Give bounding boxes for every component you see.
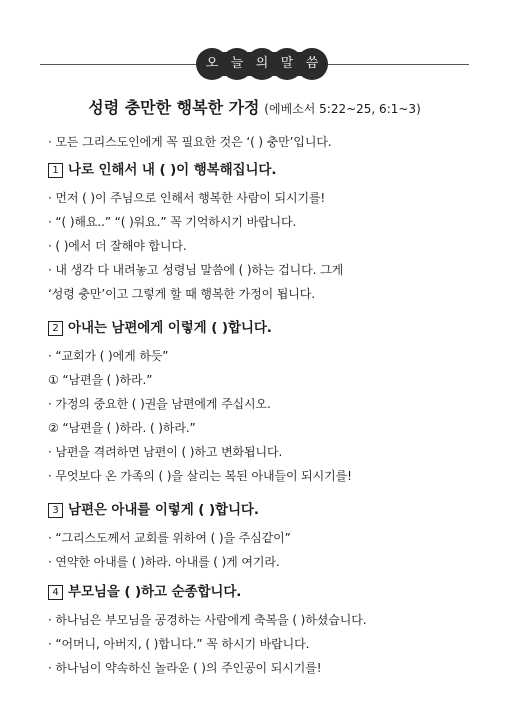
list-item: · “교회가 ( )에게 하듯” <box>48 349 169 363</box>
title-main: 성령 충만한 행복한 가정 <box>88 98 260 117</box>
scripture-reference: (에베소서 5:22~25, 6:1~3) <box>264 102 421 116</box>
list-item: · 하나님이 약속하신 놀라운 ( )의 주인공이 되시기를! <box>48 661 322 675</box>
section-heading <box>48 160 473 180</box>
section-heading <box>48 582 473 602</box>
list-item: · “어머니, 아버지, ( )합니다.” 꼭 하시기 바랍니다. <box>48 637 310 651</box>
list-item: · “( )해요..” “( )워요.” 꼭 기억하시기 바랍니다. <box>48 215 297 229</box>
list-item: · 가정의 중요한 ( )권을 남편에게 주십시오. <box>48 397 271 411</box>
list-item: · 남편을 격려하면 남편이 ( )하고 변화됩니다. <box>48 445 283 459</box>
list-item: · 하나님은 부모님을 공경하는 사람에게 축복을 ( )하셨습니다. <box>48 613 367 627</box>
list-item: ① “남편을 ( )하라.” <box>48 373 153 387</box>
list-item: · 연약한 아내를 ( )하라. 아내를 ( )게 여기라. <box>48 555 280 569</box>
section-heading-text: 나로 인해서 내 ( )이 행복해집니다. <box>68 162 277 178</box>
list-item: ‘성령 충만’이고 그렇게 할 때 행복한 가정이 됩니다. <box>48 287 315 301</box>
section-number: 2 <box>48 321 63 336</box>
intro-line: · 모든 그리스도인에게 꼭 필요한 것은 ‘( ) 충만’입니다. <box>48 135 332 149</box>
section-heading-text: 남편은 아내를 이렇게 ( )합니다. <box>68 502 259 518</box>
section-number: 4 <box>48 585 63 600</box>
section-number: 1 <box>48 163 63 178</box>
badge-char: 씀 <box>296 48 328 80</box>
badge-char: 오 <box>196 48 228 80</box>
badge-char: 의 <box>246 48 278 80</box>
section-heading <box>48 318 473 338</box>
section-number: 3 <box>48 503 63 518</box>
list-item: · 내 생각 다 내려놓고 성령님 말씀에 ( )하는 겁니다. 그게 <box>48 263 344 277</box>
section-heading-text: 아내는 남편에게 이렇게 ( )합니다. <box>68 320 272 336</box>
badge-char: 말 <box>271 48 303 80</box>
list-item: · 무엇보다 온 가족의 ( )을 살리는 복된 아내들이 되시기를! <box>48 469 352 483</box>
todays-word-badge <box>0 40 509 88</box>
badge-char: 늘 <box>221 48 253 80</box>
list-item: · “그리스도께서 교회를 위하여 ( )을 주심같이” <box>48 531 291 545</box>
list-item: · 먼저 ( )이 주님으로 인해서 행복한 사람이 되시기를! <box>48 191 326 205</box>
list-item: ② “남편을 ( )하라. ( )하라.” <box>48 421 196 435</box>
section-heading <box>48 500 473 520</box>
section-heading-text: 부모님을 ( )하고 순종합니다. <box>68 584 242 600</box>
list-item: · ( )에서 더 잘해야 합니다. <box>48 239 187 253</box>
page-title <box>0 96 509 121</box>
